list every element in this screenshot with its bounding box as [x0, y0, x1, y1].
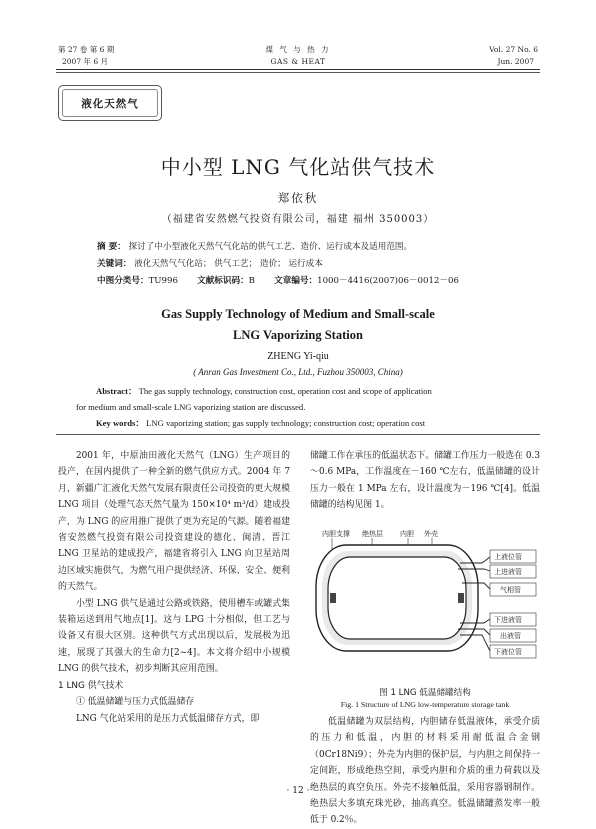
- abstract-cn-label: 摘 要：: [97, 242, 126, 252]
- figure-label-boxes: [490, 550, 536, 658]
- column-tag-label: 液化天然气: [62, 89, 158, 117]
- author-en: ZHENG Yi-qiu: [267, 351, 329, 362]
- header-date: 2007 年 6 月: [62, 57, 109, 66]
- inner-vessel-shape: [328, 557, 466, 639]
- keywords-cn-text: 液化天然气气化站； 供气工艺； 造价； 运行成本: [134, 259, 323, 269]
- abstract-divider: [56, 434, 540, 435]
- header-date-en: Jun. 2007: [497, 57, 534, 66]
- header-journal-en: GAS & HEAT: [270, 57, 326, 66]
- author-cn: 郑依秋: [277, 191, 319, 205]
- figure-caption-en: Fig. 1 Structure of LNG low-temperature storage tank: [340, 700, 510, 709]
- figure-label-upper-inlet-pipe: 上进液管: [494, 568, 522, 576]
- figure-label-outer-shell: 外壳: [424, 530, 438, 538]
- body-paragraph: 储罐工作在承压的低温状态下。储罐工作压力一般选在 0.3～0.6 MPa，工作温度在－160 ℃左右，低温储罐的设计压力一般在 1 MPa 左右，设计温度为－196 ℃[4]。低温储罐的结构见图 1。: [310, 451, 540, 511]
- tank-structure-figure: [310, 527, 540, 675]
- figure-label-gas-phase-pipe: 气相管: [500, 586, 521, 594]
- subsection-heading: ① 低温储罐与压力式低温储存: [76, 697, 195, 708]
- body-left-column: [58, 448, 290, 727]
- header-rule-thin: [56, 72, 540, 73]
- keywords-en-label: Key words：: [96, 418, 144, 428]
- body-right-column: [310, 448, 540, 514]
- figure-caption-cn: 图 1 LNG 低温储罐结构: [379, 688, 471, 698]
- paper-title-cn: 中小型 LNG 气化站供气技术: [160, 155, 436, 179]
- keywords-cn: [97, 256, 527, 272]
- body-paragraph: 2001 年，中原油田液化天然气（LNG）生产项目的投产，在国内提供了一种全新的燃气供应方式。2004 年 7 月，新疆广汇液化天然气发展有限责任公司投资的更大规模 LNG 项目（处理气态天然气量为 150×10⁴ m³/d）建成投产，为 LNG 的应用推广提供了更为充足的气源。随着福建省安然燃气投资有限公司投资建设的德化、闽清、晋江 LNG 卫星站的建成投产，福建省将引入 LNG 向卫星站周边区域实施供气，为燃气用户提供经济、环保、安全、便利的天然气。: [58, 451, 290, 593]
- clc-value: TU996: [148, 276, 178, 286]
- classification-line: [97, 273, 527, 289]
- paper-title-en-line1: Gas Supply Technology of Medium and Small-scale: [161, 307, 435, 321]
- body-paragraph: 小型 LNG 供气是通过公路或铁路，使用槽车或罐式集装箱运送到用气地点[1]。这与 LPG 十分相似，但工艺与设备又有很大区别。这种供气方式出现以后，发展极为迅速，展现了其强大的生命力[2~4]。本文将介绍中小规模 LNG 的供气技术，初步判断其应用范围。: [58, 598, 290, 675]
- body-paragraph: LNG 气化站采用的是压力式低温储存方式，即: [76, 713, 260, 724]
- figure-label-inner-support: 内胆支撑: [322, 530, 350, 538]
- page-number: · 12 ·: [286, 786, 310, 796]
- paper-title-en-line2: LNG Vaporizing Station: [233, 328, 363, 342]
- doc-code-value: B: [248, 276, 255, 286]
- clc-label: 中图分类号：: [97, 276, 149, 286]
- figure-label-outlet-pipe: 出液管: [500, 632, 521, 640]
- column-tag-box: [58, 85, 162, 121]
- keywords-en-text: LNG vaporizing station; gas supply technology; construction cost; operation cost: [143, 418, 426, 428]
- abstract-en-label: Abstract：: [96, 386, 137, 396]
- abstract-cn-text: 探讨了中小型液化天然气气化站的供气工艺、造价、运行成本及适用范围。: [128, 242, 413, 252]
- header-rule: [56, 69, 540, 70]
- header-vol-en: Vol. 27 No. 6: [489, 45, 538, 54]
- figure-label-lower-level-pipe: 下液位管: [494, 648, 522, 656]
- doc-code-label: 文献标识码：: [197, 276, 249, 286]
- article-no-value: 1000－4416(2007)06－0012－06: [317, 276, 459, 286]
- figure-label-inner-vessel: 内胆: [400, 530, 414, 538]
- keywords-en: [76, 416, 536, 432]
- figure-label-upper-level-pipe: 上液位管: [494, 553, 522, 561]
- abstract-cn: [97, 239, 527, 255]
- affiliation-cn: （福建省安然燃气投资有限公司，福建 福州 350003）: [161, 214, 435, 225]
- keywords-cn-label: 关键词：: [97, 259, 132, 269]
- abstract-en-line1: The gas supply technology, construction cost, operation cost and scope of application: [136, 386, 432, 396]
- section-heading: 1 LNG 供气技术: [58, 680, 124, 691]
- abstract-en-line2: for medium and small-scale LNG vaporizing station are discussed.: [76, 401, 306, 412]
- figure-label-lower-inlet-pipe: 下进液管: [494, 616, 522, 624]
- affiliation-en: ( Anran Gas Investment Co., Ltd., Fuzhou 350003, China): [193, 367, 403, 377]
- figure-label-insulation: 绝热层: [362, 530, 383, 538]
- article-no-label: 文章编号：: [274, 276, 318, 286]
- body-paragraph: 低温储罐为双层结构，内胆储存低温液体，承受介质的压力和低温，内胆的材料采用耐低温合金钢（0Cr18Ni9）；外壳为内胆的保护层，与内胆之间保持一定间距，形成绝热空间，承受内胆和介质的重力荷载以及绝热层的真空负压。外壳不接触低温，采用容器钢制作。绝热层大多填充珠光砂，抽高真空。低温储罐蒸发率一般低于 0.2％。: [310, 717, 540, 826]
- abstract-en: [76, 384, 536, 415]
- body-right-column-lower: [310, 714, 540, 829]
- header-journal-cn: 煤 气 与 热 力: [265, 45, 331, 54]
- header-volume: 第 27 卷 第 6 期: [58, 45, 115, 54]
- paper-title-en: [0, 304, 596, 346]
